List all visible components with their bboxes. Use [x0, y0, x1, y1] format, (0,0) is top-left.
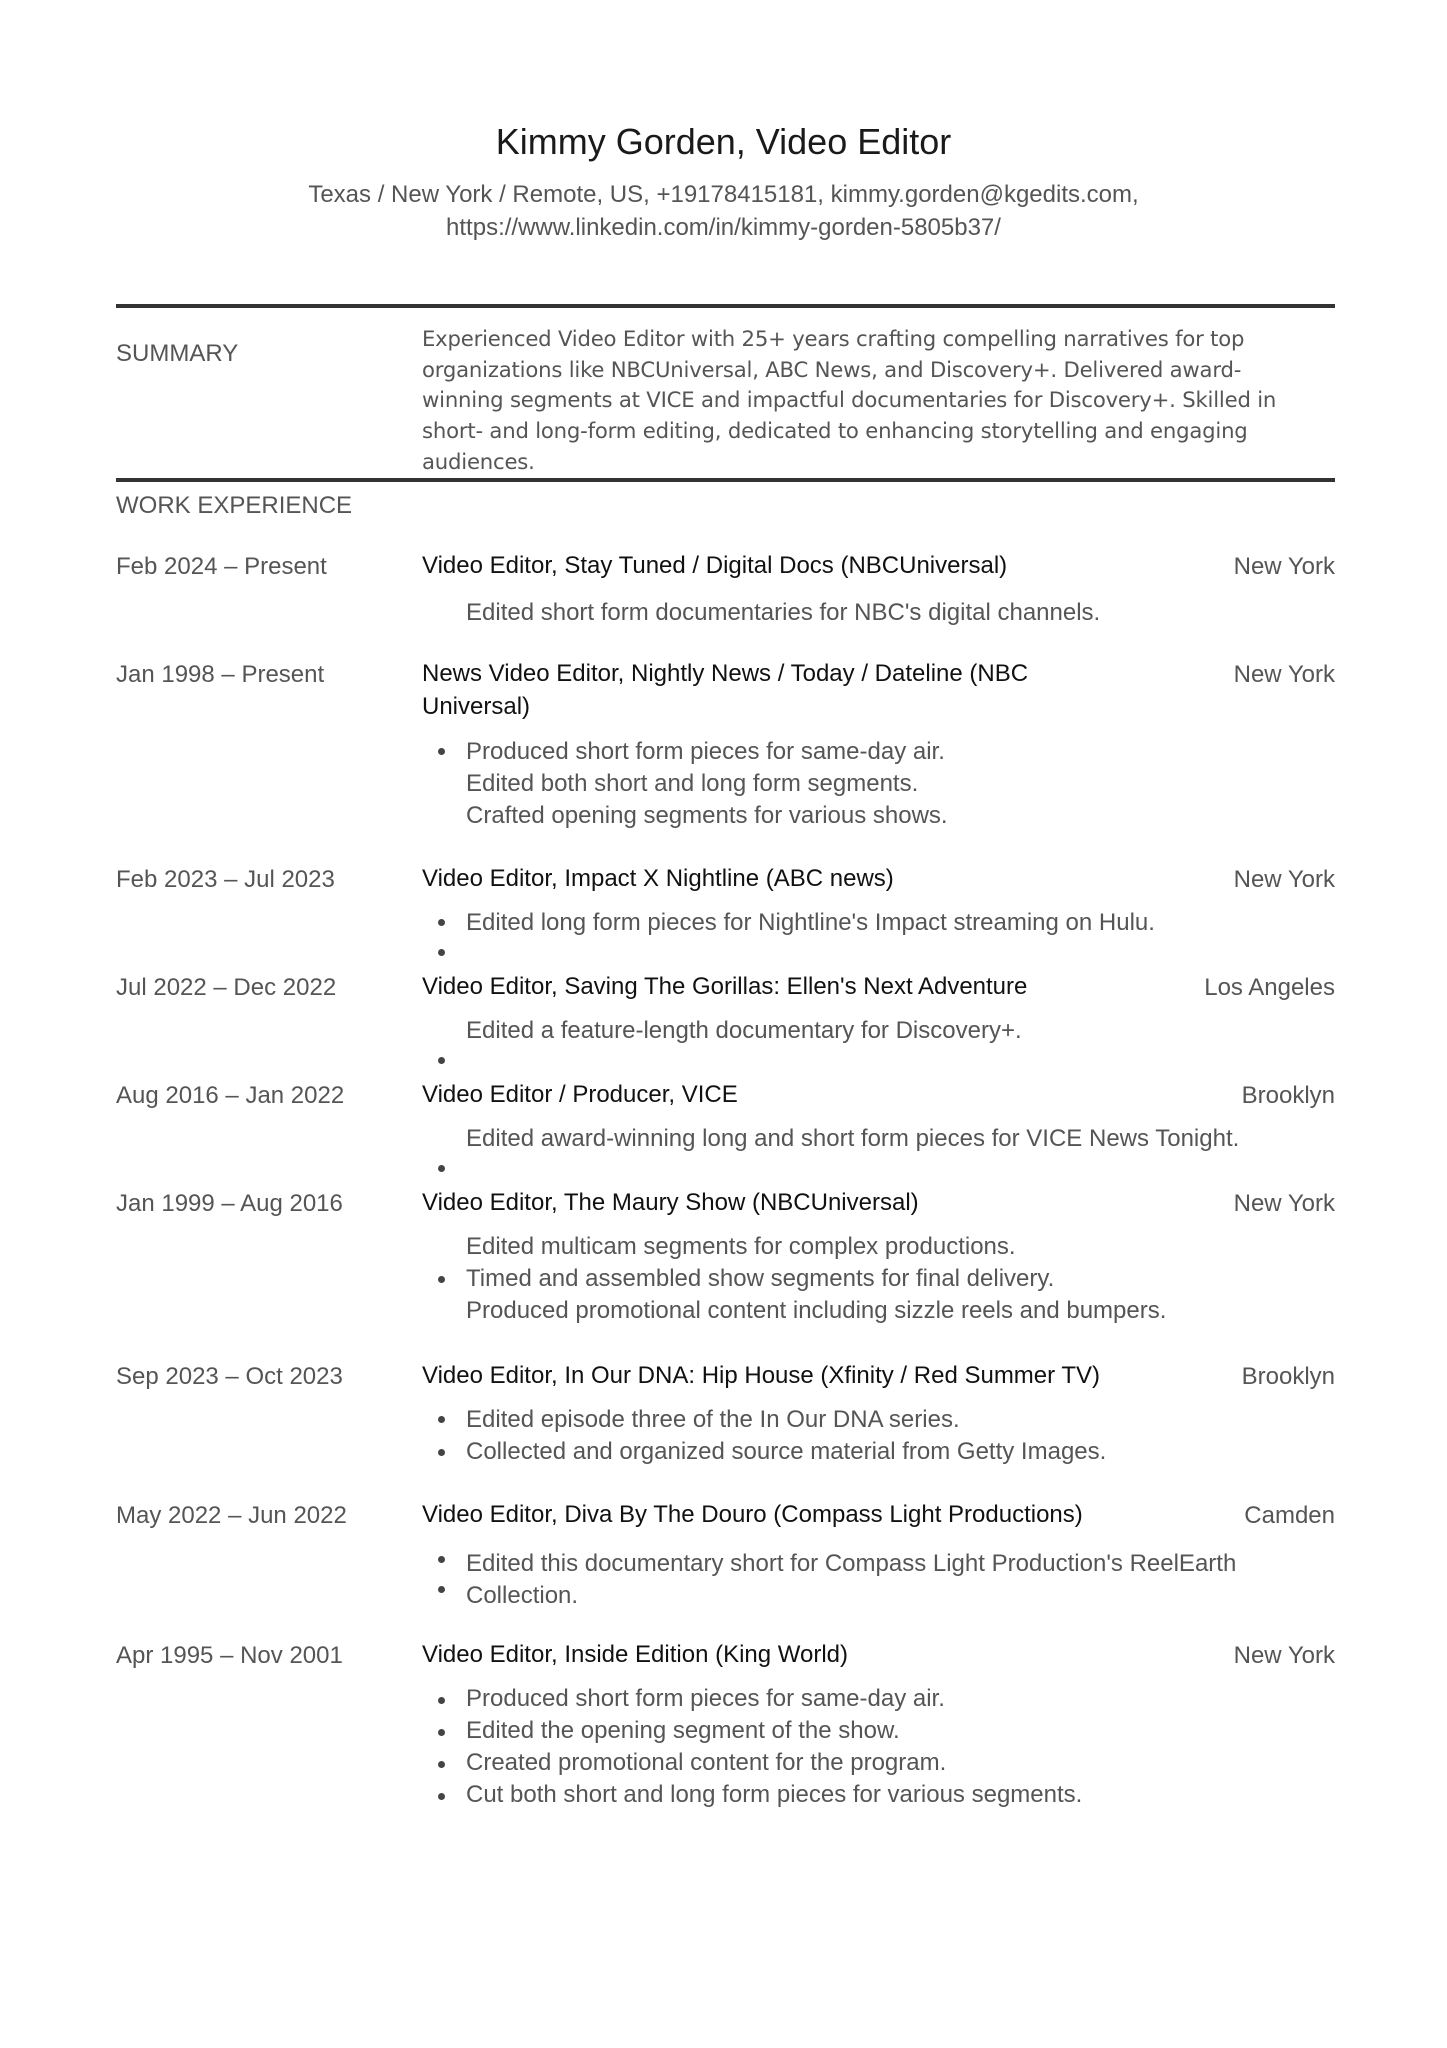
bullet-dot: [438, 1449, 445, 1456]
bullet-dot: [438, 748, 445, 755]
job-location: New York: [1233, 553, 1335, 580]
resume-header: [0, 118, 1447, 244]
job-location: Brooklyn: [1241, 1363, 1335, 1390]
job-title: Video Editor / Producer, VICE: [422, 1081, 738, 1108]
bullet-item: Crafted opening segments for various shows.: [466, 802, 948, 829]
bullet-item: Edited multicam segments for complex productions.: [466, 1233, 1016, 1260]
bullet-dot: [438, 1793, 445, 1800]
job-bullets: [466, 597, 1100, 629]
bullet-item: Timed and assembled show segments for final delivery.: [466, 1265, 1055, 1292]
job-location: New York: [1233, 661, 1335, 688]
bullet-item: Collection.: [466, 1582, 579, 1609]
job-bullets: [466, 1231, 1166, 1327]
bullet-dot: [438, 1556, 445, 1563]
job-dates: May 2022 – Jun 2022: [116, 1502, 347, 1529]
contact-line-1: Texas / New York / Remote, US, +19178415181, kimmy.gorden@kgedits.com,: [308, 181, 1139, 208]
job-dates: Jan 1998 – Present: [116, 661, 325, 688]
job-title-line: News Video Editor, Nightly News / Today / Dateline (NBC: [422, 660, 1029, 687]
job-title: Video Editor, Saving The Gorillas: Ellen's Next Adventure: [422, 973, 1028, 1000]
job-bullets: [466, 1683, 1082, 1811]
bullet-item: Edited this documentary short for Compass Light Production's ReelEarth: [466, 1550, 1237, 1577]
job-dates: Feb 2023 – Jul 2023: [116, 866, 335, 893]
job-dates: Apr 1995 – Nov 2001: [116, 1642, 343, 1669]
job-title: Video Editor, Impact X Nightline (ABC news): [422, 865, 894, 892]
work-experience-label: WORK EXPERIENCE: [116, 492, 353, 519]
job-dates: Aug 2016 – Jan 2022: [116, 1082, 345, 1109]
top-divider: [116, 304, 1335, 308]
bullet-dot: [438, 1761, 445, 1768]
summary-divider: [116, 478, 1335, 482]
job-title: Video Editor, The Maury Show (NBCUniversal): [422, 1189, 919, 1216]
job-dates: Jul 2022 – Dec 2022: [116, 974, 337, 1001]
bullet-item: Created promotional content for the program.: [466, 1749, 947, 1776]
job-bullets: [466, 1548, 1236, 1612]
job-bullets: [466, 1404, 1106, 1468]
bullet-item: Edited both short and long form segments.: [466, 770, 919, 797]
bullet-item: Produced short form pieces for same-day air.: [466, 738, 945, 765]
summary-label: SUMMARY: [116, 340, 239, 367]
job-bullets: [466, 1123, 1239, 1155]
bullet-dot: [438, 1057, 445, 1064]
job-title: Video Editor, Inside Edition (King World): [422, 1641, 849, 1668]
job-title: Video Editor, In Our DNA: Hip House (Xfinity / Red Summer TV): [422, 1362, 1101, 1389]
job-title: Video Editor, Stay Tuned / Digital Docs (NBCUniversal): [422, 552, 1008, 579]
job-title-line: Universal): [422, 693, 531, 720]
bullet-item: Edited award-winning long and short form pieces for VICE News Tonight.: [466, 1125, 1240, 1152]
job-location: Los Angeles: [1204, 974, 1335, 1001]
contact-info: [0, 178, 1447, 244]
job-dates: Sep 2023 – Oct 2023: [116, 1363, 343, 1390]
candidate-name: Kimmy Gorden, Video Editor: [495, 121, 952, 162]
job-bullets: [466, 907, 1155, 939]
bullet-item: Cut both short and long form pieces for various segments.: [466, 1781, 1083, 1808]
bullet-dot: [438, 1586, 445, 1593]
bullet-dot: [438, 1276, 445, 1283]
job-location: New York: [1233, 1642, 1335, 1669]
summary-text: Experienced Video Editor with 25+ years crafting compelling narratives for top organizations like NBCUniversal, ABC News, and Discovery+. Delivered award-winning segments at VICE and impactful documentaries for Discovery+. Skilled in short- and long-form editing, dedicated to enhancing storytelling and engaging audiences.: [422, 326, 1277, 474]
job-dates: Jan 1999 – Aug 2016: [116, 1190, 343, 1217]
bullet-item: Edited long form pieces for Nightline's Impact streaming on Hulu.: [466, 909, 1155, 936]
bullet-item: Edited episode three of the In Our DNA series.: [466, 1406, 960, 1433]
job-location: Camden: [1244, 1502, 1335, 1529]
job-title: [422, 657, 1028, 723]
bullet-dot: [438, 949, 445, 956]
bullet-dot: [438, 1165, 445, 1172]
job-bullets: [466, 1015, 1022, 1047]
bullet-item: Edited the opening segment of the show.: [466, 1717, 900, 1744]
job-location: New York: [1233, 866, 1335, 893]
bullet-item: Collected and organized source material from Getty Images.: [466, 1438, 1107, 1465]
bullet-dot: [438, 919, 445, 926]
bullet-item: Edited a feature-length documentary for Discovery+.: [466, 1017, 1022, 1044]
job-location: New York: [1233, 1190, 1335, 1217]
job-dates: Feb 2024 – Present: [116, 553, 327, 580]
bullet-dot: [438, 1697, 445, 1704]
bullet-item: Edited short form documentaries for NBC's digital channels.: [466, 599, 1101, 626]
bullet-dot: [438, 1416, 445, 1423]
job-bullets: [466, 736, 948, 832]
bullet-dot: [438, 1729, 445, 1736]
bullet-item: Produced promotional content including sizzle reels and bumpers.: [466, 1297, 1167, 1324]
job-title: Video Editor, Diva By The Douro (Compass Light Productions): [422, 1501, 1083, 1528]
linkedin-url: https://www.linkedin.com/in/kimmy-gorden-5805b37/: [446, 214, 1001, 241]
bullet-item: Produced short form pieces for same-day air.: [466, 1685, 945, 1712]
job-location: Brooklyn: [1241, 1082, 1335, 1109]
